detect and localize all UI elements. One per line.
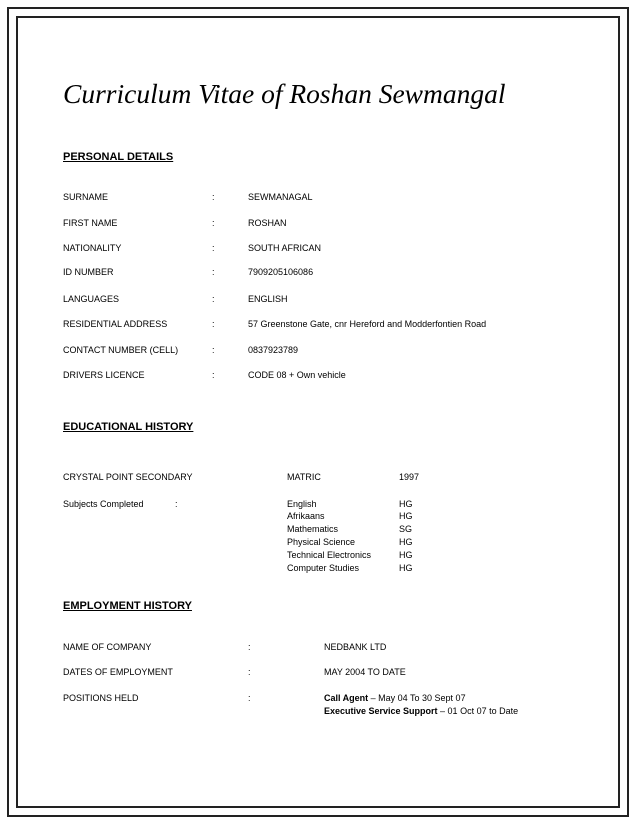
row-separator: : xyxy=(212,243,215,253)
subject-grade: HG xyxy=(399,537,413,547)
row-value: ROSHAN xyxy=(248,218,287,228)
row-separator: : xyxy=(212,370,215,380)
company-value: NEDBANK LTD xyxy=(324,642,387,652)
position-period: – 01 Oct 07 to Date xyxy=(437,706,519,716)
position-entry xyxy=(324,692,466,704)
row-separator: : xyxy=(212,192,215,202)
row-separator: : xyxy=(212,345,215,355)
subjects-separator: : xyxy=(175,499,178,509)
position-title: Executive Service Support xyxy=(324,706,438,716)
position-period: – May 04 To 30 Sept 07 xyxy=(368,693,466,703)
dates-value: MAY 2004 TO DATE xyxy=(324,667,406,677)
subject-name: Physical Science xyxy=(287,537,356,547)
subject-name: Mathematics xyxy=(287,524,339,534)
row-label: FIRST NAME xyxy=(63,218,118,228)
dates-separator: : xyxy=(248,667,251,677)
educational-history-heading: EDUCATIONAL HISTORY xyxy=(63,421,194,433)
company-label: NAME OF COMPANY xyxy=(63,642,152,652)
qualification-year: 1997 xyxy=(399,472,420,482)
subject-grade: HG xyxy=(399,511,413,521)
row-separator: : xyxy=(212,218,215,228)
positions-label: POSITIONS HELD xyxy=(63,693,139,703)
document-title: Curriculum Vitae of Roshan Sewmangal xyxy=(63,78,506,109)
qualification: MATRIC xyxy=(287,472,321,482)
subjects-label: Subjects Completed xyxy=(63,499,144,509)
position-entry xyxy=(324,705,518,717)
subject-grade: HG xyxy=(399,499,413,509)
page-border-inner xyxy=(16,16,620,808)
row-label: ID NUMBER xyxy=(63,267,114,277)
position-title: Call Agent xyxy=(324,693,369,703)
personal-details-heading: PERSONAL DETAILS xyxy=(63,151,174,163)
row-separator: : xyxy=(212,319,215,329)
row-value: CODE 08 + Own vehicle xyxy=(248,370,346,380)
employment-history-heading: EMPLOYMENT HISTORY xyxy=(63,600,192,612)
subject-name: Computer Studies xyxy=(287,563,360,573)
subject-grade: HG xyxy=(399,563,413,573)
row-label: DRIVERS LICENCE xyxy=(63,370,145,380)
school-name: CRYSTAL POINT SECONDARY xyxy=(63,472,193,482)
subject-name: English xyxy=(287,499,317,509)
subject-grade: SG xyxy=(399,524,413,534)
row-label: LANGUAGES xyxy=(63,294,120,304)
row-label: CONTACT NUMBER (CELL) xyxy=(63,345,179,355)
row-separator: : xyxy=(212,294,215,304)
row-value: ENGLISH xyxy=(248,294,288,304)
positions-separator: : xyxy=(248,693,251,703)
row-value: SOUTH AFRICAN xyxy=(248,243,322,253)
row-value: 0837923789 xyxy=(248,345,299,355)
row-label: RESIDENTIAL ADDRESS xyxy=(63,319,168,329)
subject-name: Afrikaans xyxy=(287,511,325,521)
row-label: NATIONALITY xyxy=(63,243,122,253)
company-separator: : xyxy=(248,642,251,652)
subject-grade: HG xyxy=(399,550,413,560)
row-separator: : xyxy=(212,267,215,277)
row-value: SEWMANAGAL xyxy=(248,192,313,202)
dates-label: DATES OF EMPLOYMENT xyxy=(63,667,173,677)
row-value: 7909205106086 xyxy=(248,267,314,277)
row-label: SURNAME xyxy=(63,192,109,202)
subject-name: Technical Electronics xyxy=(287,550,372,560)
row-value: 57 Greenstone Gate, cnr Hereford and Modderfontien Road xyxy=(248,319,487,329)
